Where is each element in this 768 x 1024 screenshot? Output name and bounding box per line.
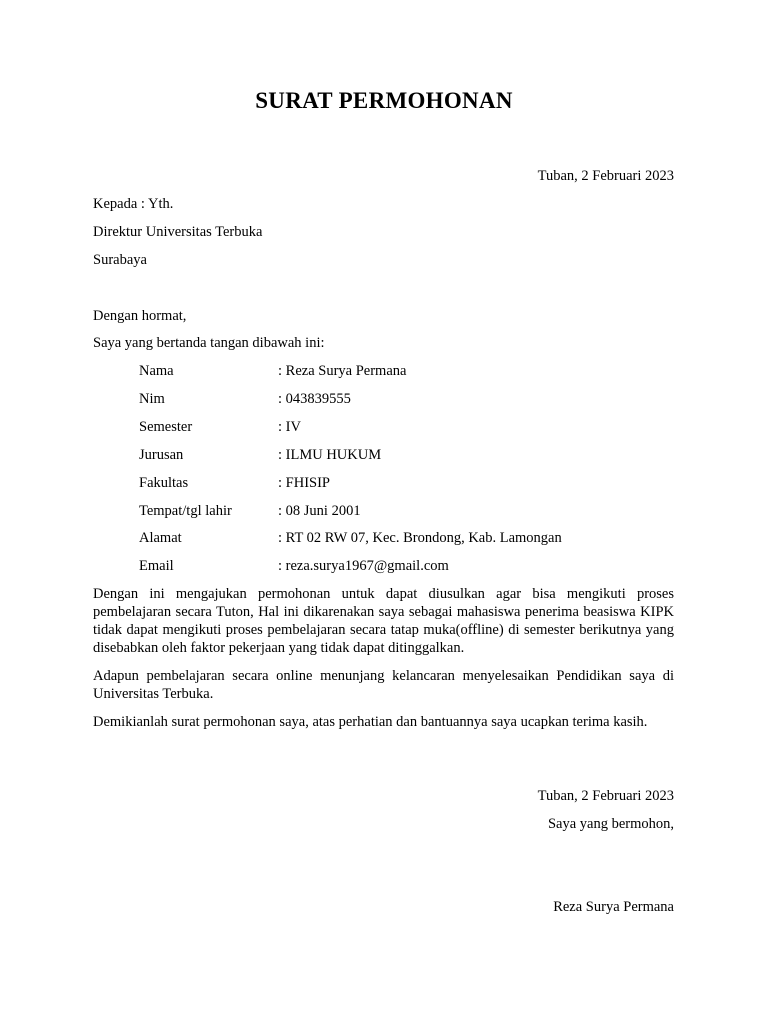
letter-title: SURAT PERMOHONAN (255, 88, 513, 113)
field-label-fakultas: Fakultas (139, 475, 189, 491)
intro-text: Saya yang bertanda tangan dibawah ini: (93, 335, 325, 351)
field-label-nama: Nama (139, 363, 174, 379)
body-paragraph-1: Dengan ini mengajukan permohonan untuk dapat diusulkan agar bisa mengikuti proses pembelajaran secara Tuton, Hal ini dikarenakan saya sebagai mahasiswa penerima beasiswa KIPK tidak dapat mengikuti proses pembelajaran secara tatap muka(offline) di semester berikutnya yang disebabkan oleh faktor pekerjaan yang tidak dapat ditinggalkan. (93, 586, 674, 656)
body-paragraph-2: Adapun pembelajaran secara online menunjang kelancaran menyelesaikan Pendidikan saya di Universitas Terbuka. (93, 668, 674, 702)
field-label-alamat: Alamat (139, 530, 182, 546)
field-value-nim: : 043839555 (278, 391, 351, 407)
body-paragraph-3: Demikianlah surat permohonan saya, atas perhatian dan bantuannya saya ucapkan terima kasih. (93, 714, 648, 730)
sign-off: Saya yang bermohon, (547, 816, 674, 832)
field-label-nim: Nim (139, 391, 165, 407)
recipient-line-2: Direktur Universitas Terbuka (93, 224, 263, 240)
field-value-nama: : Reza Surya Permana (278, 363, 407, 379)
field-label-semester: Semester (139, 419, 193, 435)
field-value-fakultas: : FHISIP (278, 475, 330, 491)
recipient-line-1: Kepada : Yth. (93, 196, 174, 212)
letter-date: Tuban, 2 Februari 2023 (537, 168, 674, 184)
greeting: Dengan hormat, (93, 308, 187, 324)
field-label-tempat-tgl-lahir: Tempat/tgl lahir (139, 503, 232, 519)
field-value-semester: : IV (278, 419, 301, 435)
field-value-alamat: : RT 02 RW 07, Kec. Brondong, Kab. Lamongan (278, 530, 562, 546)
signer-name: Reza Surya Permana (553, 899, 674, 915)
field-label-jurusan: Jurusan (139, 447, 184, 463)
field-label-email: Email (139, 558, 174, 574)
recipient-line-3: Surabaya (93, 252, 147, 268)
field-value-tempat-tgl-lahir: : 08 Juni 2001 (278, 503, 361, 519)
field-value-jurusan: : ILMU HUKUM (278, 447, 382, 463)
closing-date: Tuban, 2 Februari 2023 (537, 788, 674, 804)
field-value-email: : reza.surya1967@gmail.com (278, 558, 449, 574)
